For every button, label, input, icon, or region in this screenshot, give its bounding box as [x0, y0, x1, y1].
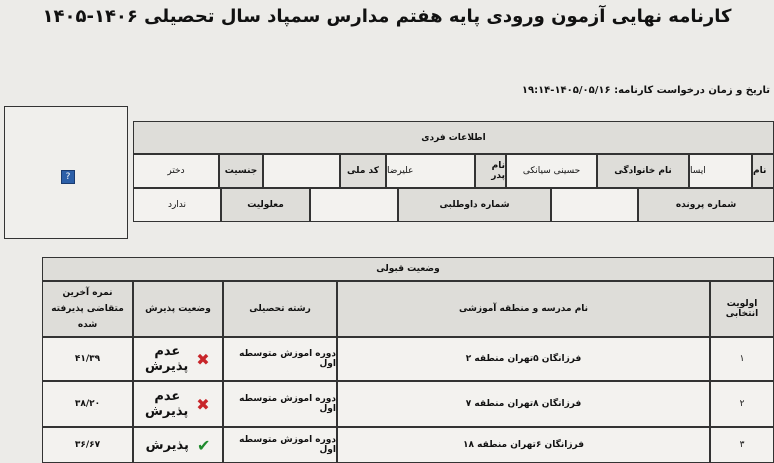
status-text: عدم پذیرش: [144, 344, 189, 374]
family-value: حسینی سیانکی: [506, 154, 597, 188]
issue-datetime: تاریخ و زمان درخواست کارنامه: ۱۴۰۵/۰۵/۱۶-۱۹:۱۴: [521, 85, 770, 96]
status-cell: [133, 381, 223, 427]
school-cell: فرزانگان ۵تهران منطقه ۲: [337, 337, 710, 381]
school-header: نام مدرسه و منطقه آموزشی: [337, 281, 710, 337]
name-label: نام: [752, 154, 774, 188]
admission-title: وضعیت قبولی: [42, 257, 774, 281]
score-cell: ۳۸/۲۰: [42, 381, 133, 427]
priority-cell: ۲: [710, 381, 774, 427]
status-text: عدم پذیرش: [144, 389, 189, 419]
applicant-label: شماره داوطلبی: [398, 188, 551, 222]
school-cell: فرزانگان ۸تهران منطقه ۷: [337, 381, 710, 427]
x-icon: ✖: [196, 394, 210, 414]
status-cell: [133, 337, 223, 381]
page-title: کارنامه نهایی آزمون ورودی پایه هفتم مدارس سمپاد سال تحصیلی ۱۴۰۶-۱۴۰۵: [42, 6, 732, 27]
question-mark-icon: ?: [61, 170, 75, 184]
field-cell: دوره اموزش متوسطه اول: [223, 427, 337, 463]
nid-value: [263, 154, 340, 188]
score-cell: ۳۶/۶۷: [42, 427, 133, 463]
field-header: رشته تحصیلی: [223, 281, 337, 337]
x-icon: ✖: [196, 349, 210, 369]
nid-label: کد ملی: [340, 154, 386, 188]
gender-value: دختر: [133, 154, 219, 188]
file-label: شماره پرونده: [638, 188, 774, 222]
field-cell: دوره اموزش متوسطه اول: [223, 381, 337, 427]
file-value: [551, 188, 638, 222]
field-cell: دوره اموزش متوسطه اول: [223, 337, 337, 381]
gender-label: جنسیت: [219, 154, 263, 188]
status-header: وضعیت پذیرش: [133, 281, 223, 337]
disability-value: ندارد: [133, 188, 221, 222]
priority-cell: ۳: [710, 427, 774, 463]
checkmark-icon: ✔: [196, 435, 211, 455]
photo-box: [4, 106, 128, 239]
status-text: پذیرش: [145, 437, 189, 453]
father-value: علیرضا: [386, 154, 475, 188]
applicant-value: [310, 188, 398, 222]
father-label: نام پدر: [475, 154, 506, 188]
school-cell: فرزانگان ۶تهران منطقه ۱۸: [337, 427, 710, 463]
score-cell: ۴۱/۳۹: [42, 337, 133, 381]
name-value: ایسا: [689, 154, 752, 188]
personal-info-title: اطلاعات فردی: [133, 121, 774, 154]
score-header: نمره آخرین متقاضی پذیرفته شده: [42, 281, 133, 337]
priority-header: اولویت انتخابی: [710, 281, 774, 337]
priority-cell: ۱: [710, 337, 774, 381]
disability-label: معلولیت: [221, 188, 310, 222]
status-cell: [133, 427, 223, 463]
family-label: نام خانوادگی: [597, 154, 689, 188]
